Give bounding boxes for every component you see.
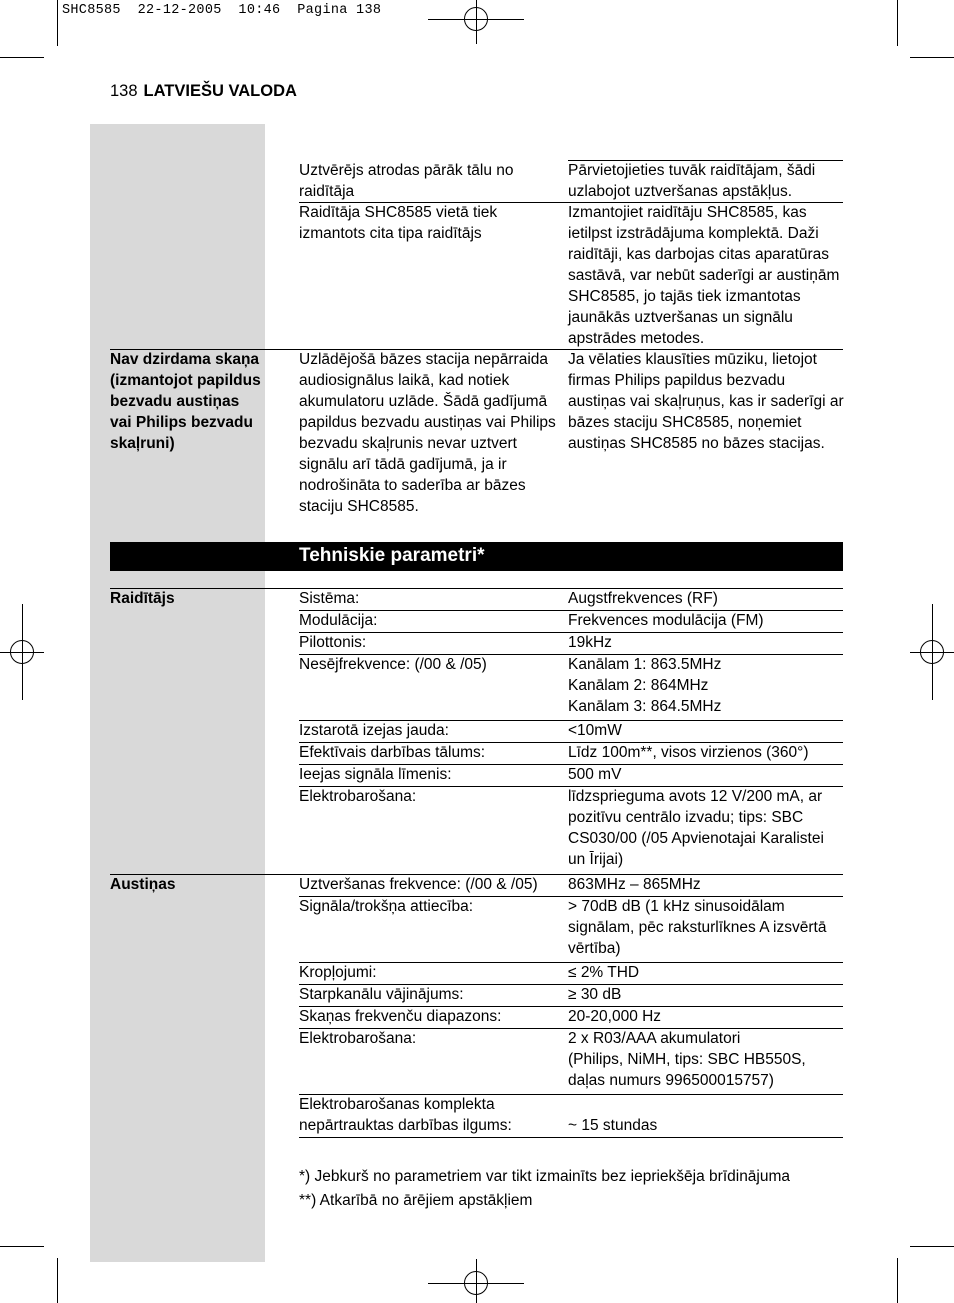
problem-cell: Nav dzirdama skaņa (izmantojot papildus bezvadu austiņas vai Philips bezvadu skaļruni) [110, 351, 261, 452]
crop-mark [897, 0, 898, 46]
crop-mark [897, 1258, 898, 1303]
table-rule [299, 984, 843, 985]
spec-param-cell: Signāla/trokšņa attiecība: [299, 898, 474, 915]
spec-value-cell: Kanālam 1: 863.5MHz Kanālam 2: 864MHz Kanālam 3: 864.5MHz [568, 656, 722, 715]
table-rule [299, 654, 843, 655]
footnote-2: **) Atkarībā no ārējiem apstākļiem [299, 1192, 533, 1209]
crop-mark [910, 57, 954, 58]
crop-mark [0, 1246, 44, 1247]
crop-mark [57, 0, 58, 46]
spec-param-cell: Elektrobarošanas komplekta nepārtrauktas darbības ilgums: [299, 1096, 512, 1134]
table-rule [299, 632, 843, 633]
spec-value-cell: ≥ 30 dB [568, 986, 622, 1003]
table-rule [299, 962, 843, 963]
spec-param-cell: Elektrobarošana: [299, 1030, 417, 1047]
spec-param-cell: Efektīvais darbības tālums: [299, 744, 486, 761]
spec-param-cell: Pilottonis: [299, 634, 367, 651]
spec-param-cell: Starpkanālu vājinājums: [299, 986, 464, 1003]
table-rule [299, 1006, 843, 1007]
section-language: LATVIEŠU VALODA [143, 82, 297, 100]
spec-value-cell: <10mW [568, 722, 622, 739]
table-rule [299, 1094, 843, 1095]
spec-value-cell: Līdz 100m**, visos virzienos (360°) [568, 744, 809, 761]
spec-param-cell: Skaņas frekvenču diapazons: [299, 1008, 502, 1025]
spec-param-cell: Uztveršanas frekvence: (/00 & /05) [299, 876, 538, 893]
table-rule [110, 588, 843, 589]
table-rule [299, 764, 843, 765]
spec-value-cell: 863MHz – 865MHz [568, 876, 701, 893]
footnote-1: *) Jebkurš no parametriem var tikt izmainīts bez iepriekšēja brīdinājuma [299, 1168, 791, 1185]
spec-value-cell: > 70dB dB (1 kHz sinusoidālam signālam, pēc raksturlīknes A izsvērtā vērtība) [568, 898, 827, 957]
spec-param-cell: Izstarotā izejas jauda: [299, 722, 449, 739]
spec-value-cell: ≤ 2% THD [568, 964, 640, 981]
spec-value-cell: Frekvences modulācija (FM) [568, 612, 764, 629]
spec-value-cell: līdzsprieguma avots 12 V/200 mA, ar pozitīvu centrālo izvadu; tips: SBC CS030/00 (/05 Apvienotajai Karalistei un Īrijai) [568, 788, 824, 868]
solution-cell: Ja vēlaties klausīties mūziku, lietojot firmas Philips papildus bezvadu austiņas vai skaļruņus, kas ir saderīgi ar bāzes staciju SHC8585, noņemiet austiņas SHC8585 no bāzes stacijas. [568, 351, 844, 452]
cause-cell: Uztvērējs atrodas pārāk tālu no raidītāja [299, 162, 514, 200]
table-rule [299, 742, 843, 743]
crop-mark [57, 1258, 58, 1303]
table-rule [568, 160, 843, 161]
table-rule [299, 1137, 843, 1138]
spec-value-cell: ~ 15 stundas [568, 1117, 658, 1134]
table-rule [299, 610, 843, 611]
spec-param-cell: Nesējfrekvence: (/00 & /05) [299, 656, 487, 673]
spec-param-cell: Kropļojumi: [299, 964, 377, 981]
solution-cell: Izmantojiet raidītāju SHC8585, kas ietilpst izstrādājuma komplektā. Daži raidītāji, kas darbojas citas aparatūras sastāvā, var nebūt saderīgi ar austiņām SHC8585, jo tajās tiek izmantotas jaunākās uztveršanas un signālu apstrādes metodes. [568, 204, 840, 347]
table-rule [299, 720, 843, 721]
spec-param-cell: Modulācija: [299, 612, 378, 629]
spec-value-cell: 500 mV [568, 766, 622, 783]
spec-param-cell: Sistēma: [299, 590, 360, 607]
spec-value-cell: Augstfrekvences (RF) [568, 590, 718, 607]
page-number: 138 [110, 82, 138, 100]
table-rule [299, 202, 843, 203]
sidebar-band [90, 124, 265, 1262]
printer-slug: SHC8585 22-12-2005 10:46 Pagina 138 [62, 3, 382, 18]
spec-param-cell: Elektrobarošana: [299, 788, 417, 805]
spec-group-cell: Austiņas [110, 876, 176, 893]
spec-value-cell: 20-20,000 Hz [568, 1008, 662, 1025]
table-rule [110, 874, 843, 875]
crop-mark [0, 57, 44, 58]
table-rule [299, 896, 843, 897]
spec-title: Tehniskie parametri* [299, 545, 485, 566]
spec-param-cell: Ieejas signāla līmenis: [299, 766, 452, 783]
spec-group-cell: Raidītājs [110, 590, 175, 607]
crop-mark [910, 1246, 954, 1247]
table-rule [299, 1028, 843, 1029]
solution-cell: Pārvietojieties tuvāk raidītājam, šādi uzlabojot uztveršanas apstākļus. [568, 162, 816, 200]
spec-value-cell: 2 x R03/AAA akumulatori (Philips, NiMH, tips: SBC HB550S, daļas numurs 996500015757) [568, 1030, 806, 1089]
spec-value-cell: 19kHz [568, 634, 612, 651]
cause-cell: Raidītāja SHC8585 vietā tiek izmantots cita tipa raidītājs [299, 204, 498, 242]
cause-cell: Uzlādējošā bāzes stacija nepārraida audiosignālus laikā, kad notiek akumulatoru uzlāde. Šādā gadījumā papildus bezvadu austiņas vai Philips bezvadu skaļrunis nevar uztvert signālu arī tādā gadījumā, ja ir nodrošināta to saderība ar bāzes staciju SHC8585. [299, 351, 556, 515]
table-rule [299, 786, 843, 787]
table-rule [110, 349, 843, 350]
page-header [110, 82, 297, 101]
